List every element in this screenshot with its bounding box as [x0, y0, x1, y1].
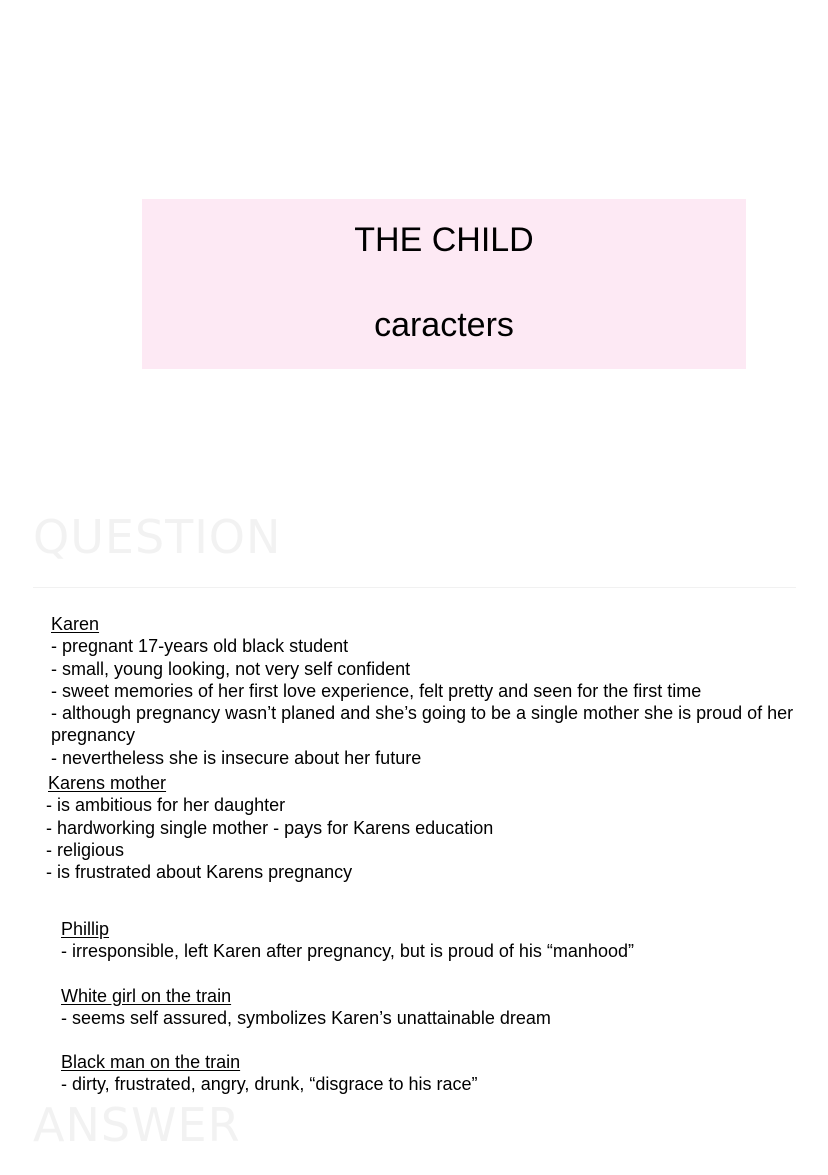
karen-heading: Karen: [51, 614, 100, 634]
black-man-heading: Black man on the train: [61, 1052, 241, 1072]
list-item: - seems self assured, symbolizes Karen’s unattainable dream: [61, 1008, 551, 1029]
white-girl-heading: White girl on the train: [61, 986, 232, 1006]
document-subtitle: caracters: [374, 306, 514, 344]
document-title: THE CHILD: [354, 221, 534, 259]
question-watermark: QUESTION: [33, 510, 282, 564]
list-item: - although pregnancy wasn’t planed and she’s going to be a single mother she is proud of her pregnancy: [51, 703, 794, 746]
phillip-section: [61, 918, 634, 963]
karen-section: [51, 613, 826, 769]
white-girl-section: [61, 985, 551, 1030]
answer-watermark: ANSWER: [33, 1098, 241, 1152]
list-item: - dirty, frustrated, angry, drunk, “disgrace to his race”: [61, 1074, 478, 1095]
mother-heading: Karens mother: [48, 773, 167, 793]
divider: [33, 587, 796, 588]
list-item: - is frustrated about Karens pregnancy: [46, 862, 353, 883]
list-item: - is ambitious for her daughter: [46, 795, 286, 816]
list-item: - pregnant 17-years old black student: [51, 636, 349, 657]
list-item: - hardworking single mother - pays for Karens education: [46, 817, 494, 838]
list-item: - irresponsible, left Karen after pregnancy, but is proud of his “manhood”: [61, 941, 634, 962]
list-item: - religious: [46, 839, 125, 860]
list-item: - sweet memories of her first love experience, felt pretty and seen for the first time: [51, 680, 702, 701]
phillip-heading: Phillip: [61, 919, 110, 939]
list-item: - small, young looking, not very self confident: [51, 658, 411, 679]
black-man-section: [61, 1051, 478, 1096]
list-item: - nevertheless she is insecure about her future: [51, 747, 422, 768]
mother-section: [46, 772, 493, 883]
title-box: [142, 199, 746, 369]
